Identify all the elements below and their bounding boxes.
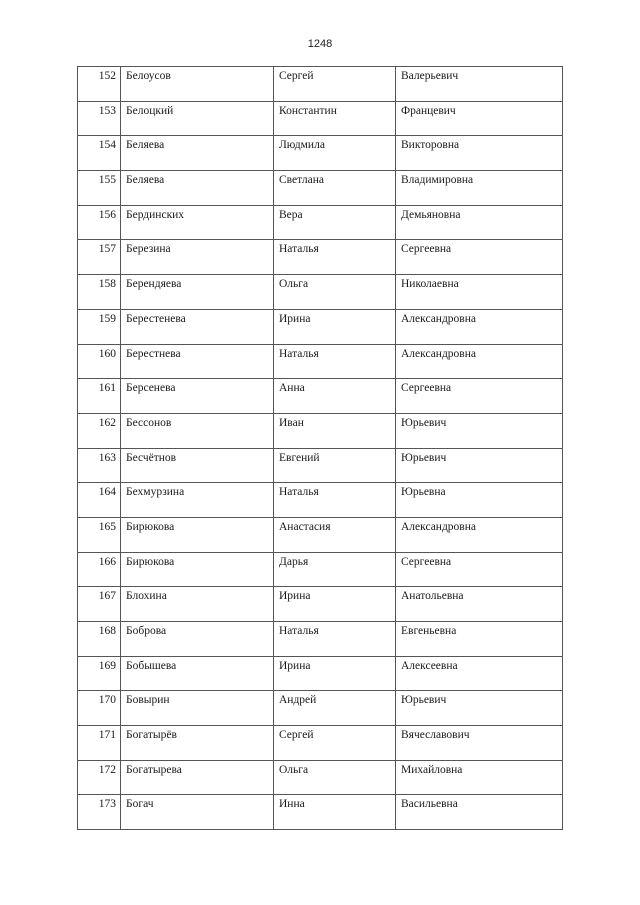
table-row: [78, 587, 563, 622]
row-number-cell: 157: [78, 240, 121, 275]
last-name-cell: Богатырева: [121, 760, 274, 795]
first-name-cell: Ирина: [274, 587, 396, 622]
patronymic-cell: Юрьевич: [396, 691, 563, 726]
table-row: [78, 171, 563, 206]
patronymic-cell: Юрьевна: [396, 483, 563, 518]
table-row: [78, 101, 563, 136]
table-row: [78, 67, 563, 102]
table-row: [78, 656, 563, 691]
first-name-cell: Константин: [274, 101, 396, 136]
last-name-cell: Берестенева: [121, 309, 274, 344]
row-number-cell: 158: [78, 275, 121, 310]
row-number-cell: 164: [78, 483, 121, 518]
patronymic-cell: Алексеевна: [396, 656, 563, 691]
table-row: [78, 795, 563, 830]
last-name-cell: Березина: [121, 240, 274, 275]
table-row: [78, 552, 563, 587]
row-number-cell: 156: [78, 205, 121, 240]
first-name-cell: Сергей: [274, 67, 396, 102]
patronymic-cell: Сергеевна: [396, 379, 563, 414]
patronymic-cell: Александровна: [396, 309, 563, 344]
patronymic-cell: Васильевна: [396, 795, 563, 830]
page-number: 1248: [307, 38, 333, 50]
row-number-cell: 171: [78, 726, 121, 761]
table-row: [78, 309, 563, 344]
roster-table: [77, 66, 563, 830]
last-name-cell: Белоусов: [121, 67, 274, 102]
roster-table-body: [78, 67, 563, 830]
row-number-cell: 170: [78, 691, 121, 726]
first-name-cell: Иван: [274, 413, 396, 448]
row-number-cell: 172: [78, 760, 121, 795]
table-row: [78, 760, 563, 795]
patronymic-cell: Михайловна: [396, 760, 563, 795]
row-number-cell: 153: [78, 101, 121, 136]
row-number-cell: 163: [78, 448, 121, 483]
last-name-cell: Бирюкова: [121, 552, 274, 587]
first-name-cell: Евгений: [274, 448, 396, 483]
table-row: [78, 344, 563, 379]
table-row: [78, 483, 563, 518]
patronymic-cell: Юрьевич: [396, 448, 563, 483]
first-name-cell: Вера: [274, 205, 396, 240]
last-name-cell: Бердинских: [121, 205, 274, 240]
last-name-cell: Белоцкий: [121, 101, 274, 136]
last-name-cell: Бесчётнов: [121, 448, 274, 483]
patronymic-cell: Владимировна: [396, 171, 563, 206]
patronymic-cell: Александровна: [396, 344, 563, 379]
row-number-cell: 166: [78, 552, 121, 587]
last-name-cell: Бобышева: [121, 656, 274, 691]
last-name-cell: Берсенева: [121, 379, 274, 414]
last-name-cell: Боброва: [121, 622, 274, 657]
patronymic-cell: Александровна: [396, 517, 563, 552]
table-row: [78, 240, 563, 275]
first-name-cell: Наталья: [274, 240, 396, 275]
table-row: [78, 275, 563, 310]
first-name-cell: Ирина: [274, 656, 396, 691]
last-name-cell: Бессонов: [121, 413, 274, 448]
first-name-cell: Наталья: [274, 344, 396, 379]
row-number-cell: 167: [78, 587, 121, 622]
first-name-cell: Сергей: [274, 726, 396, 761]
patronymic-cell: Сергеевна: [396, 240, 563, 275]
first-name-cell: Ирина: [274, 309, 396, 344]
patronymic-cell: Францевич: [396, 101, 563, 136]
first-name-cell: Ольга: [274, 760, 396, 795]
table-row: [78, 622, 563, 657]
row-number-cell: 168: [78, 622, 121, 657]
table-row: [78, 517, 563, 552]
first-name-cell: Анна: [274, 379, 396, 414]
first-name-cell: Наталья: [274, 622, 396, 657]
first-name-cell: Инна: [274, 795, 396, 830]
last-name-cell: Бовырин: [121, 691, 274, 726]
table-row: [78, 691, 563, 726]
table-row: [78, 205, 563, 240]
first-name-cell: Андрей: [274, 691, 396, 726]
table-row: [78, 448, 563, 483]
patronymic-cell: Николаевна: [396, 275, 563, 310]
patronymic-cell: Вячеславович: [396, 726, 563, 761]
first-name-cell: Людмила: [274, 136, 396, 171]
first-name-cell: Ольга: [274, 275, 396, 310]
table-row: [78, 726, 563, 761]
patronymic-cell: Сергеевна: [396, 552, 563, 587]
last-name-cell: Богач: [121, 795, 274, 830]
row-number-cell: 162: [78, 413, 121, 448]
last-name-cell: Бехмурзина: [121, 483, 274, 518]
last-name-cell: Богатырёв: [121, 726, 274, 761]
table-row: [78, 379, 563, 414]
patronymic-cell: Викторовна: [396, 136, 563, 171]
patronymic-cell: Анатольевна: [396, 587, 563, 622]
last-name-cell: Беляева: [121, 171, 274, 206]
row-number-cell: 169: [78, 656, 121, 691]
row-number-cell: 173: [78, 795, 121, 830]
row-number-cell: 155: [78, 171, 121, 206]
first-name-cell: Наталья: [274, 483, 396, 518]
last-name-cell: Берестнева: [121, 344, 274, 379]
first-name-cell: Дарья: [274, 552, 396, 587]
row-number-cell: 161: [78, 379, 121, 414]
row-number-cell: 154: [78, 136, 121, 171]
first-name-cell: Светлана: [274, 171, 396, 206]
table-row: [78, 413, 563, 448]
patronymic-cell: Юрьевич: [396, 413, 563, 448]
patronymic-cell: Евгеньевна: [396, 622, 563, 657]
patronymic-cell: Демьяновна: [396, 205, 563, 240]
row-number-cell: 159: [78, 309, 121, 344]
patronymic-cell: Валерьевич: [396, 67, 563, 102]
first-name-cell: Анастасия: [274, 517, 396, 552]
last-name-cell: Берендяева: [121, 275, 274, 310]
last-name-cell: Бирюкова: [121, 517, 274, 552]
row-number-cell: 165: [78, 517, 121, 552]
last-name-cell: Блохина: [121, 587, 274, 622]
table-row: [78, 136, 563, 171]
row-number-cell: 152: [78, 67, 121, 102]
last-name-cell: Беляева: [121, 136, 274, 171]
row-number-cell: 160: [78, 344, 121, 379]
